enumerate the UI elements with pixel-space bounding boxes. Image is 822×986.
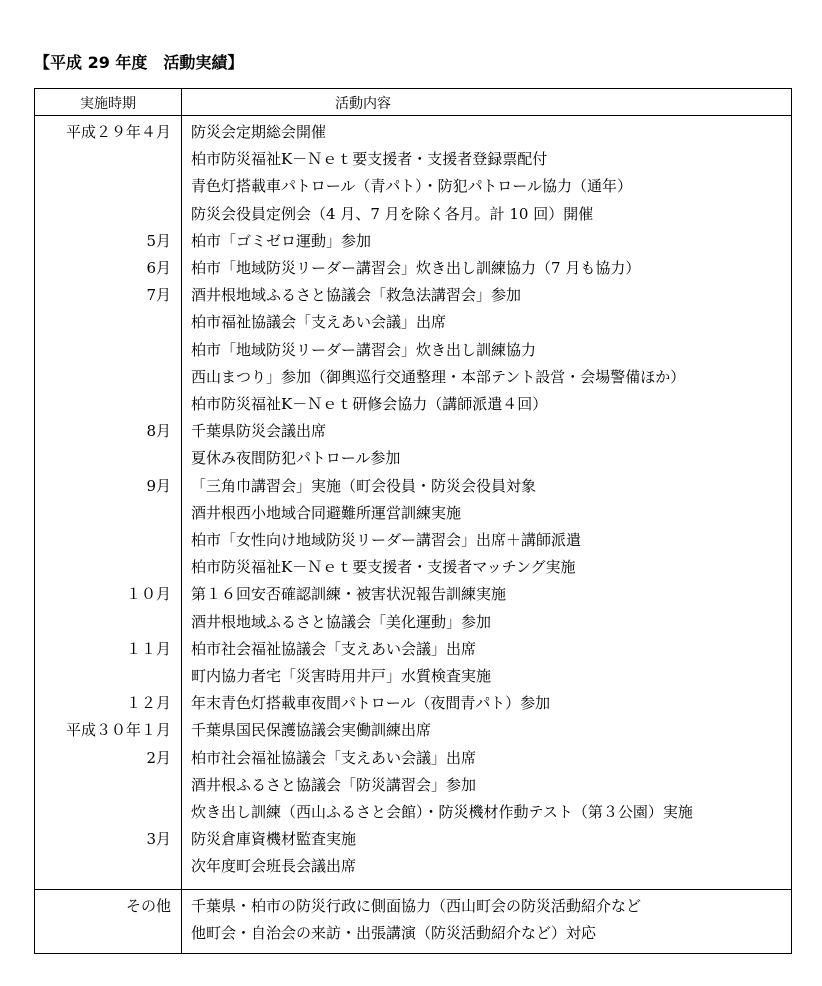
table-row xyxy=(35,443,791,470)
row-activity: 第１６回安否確認訓練・被害状況報告訓練実施 xyxy=(191,585,507,604)
header-divider xyxy=(35,115,791,116)
table-row xyxy=(35,851,791,878)
row-activity: 柏市社会福祉協議会「支えあい会議」出席 xyxy=(191,748,477,767)
table-row xyxy=(35,307,791,334)
table-row xyxy=(35,688,791,715)
table-row xyxy=(35,770,791,797)
row-activity: 柏市「ゴミゼロ運動」参加 xyxy=(191,231,372,250)
row-period: １２月 xyxy=(125,694,171,713)
table-row xyxy=(35,362,791,389)
table-row xyxy=(35,824,791,851)
table-row xyxy=(35,199,791,226)
table-row-other xyxy=(35,918,791,945)
row-activity: 防災会定期総会開催 xyxy=(191,123,327,141)
table-row xyxy=(35,579,791,606)
row-activity: 酒井根ふるさと協議会「防災講習会」参加 xyxy=(191,775,477,794)
row-activity: 次年度町会班長会議出席 xyxy=(191,857,357,876)
table-row xyxy=(35,661,791,688)
table-row xyxy=(35,525,791,552)
row-activity: 酒井根地域ふるさと協議会「美化運動」参加 xyxy=(191,612,492,631)
row-period: 平成３０年１月 xyxy=(65,721,171,740)
row-period: 7月 xyxy=(146,286,171,305)
table-row xyxy=(35,144,791,171)
row-activity: 青色灯搭載車パトロール（青パト）・防犯パトロール協力（通年） xyxy=(191,177,633,196)
table-row xyxy=(35,552,791,579)
row-period: その他 xyxy=(125,897,171,915)
row-activity: 炊き出し訓練（西山ふるさと会館）・防災機材作動テスト（第３公園）実施 xyxy=(191,803,693,821)
row-period: 8月 xyxy=(146,422,171,441)
row-activity: 防災倉庫資機材監査実施 xyxy=(191,830,357,849)
row-period: 3月 xyxy=(146,830,171,849)
table-row-other xyxy=(35,891,791,918)
row-period: １１月 xyxy=(125,639,171,658)
table-row xyxy=(35,498,791,525)
row-activity: 「三角巾講習会」実施（町会役員・防災会役員対象 xyxy=(191,476,537,495)
row-period: 5月 xyxy=(146,231,171,250)
table-row xyxy=(35,280,791,307)
row-activity: 柏市「女性向け地域防災リーダー講習会」出席＋講師派遣 xyxy=(191,531,582,549)
row-activity: 柏市防災福祉K－Ｎｅｔ要支援者・支援者マッチング実施 xyxy=(191,558,576,577)
table-row xyxy=(35,634,791,661)
table-row xyxy=(35,171,791,198)
table-row xyxy=(35,607,791,634)
table-row xyxy=(35,117,791,144)
row-activity: 防災会役員定例会（4 月、7 月を除く各月。計 10 回）開催 xyxy=(191,204,594,223)
row-activity: 千葉県防災会議出席 xyxy=(191,422,327,441)
section-divider xyxy=(35,889,791,890)
row-period: 9月 xyxy=(146,476,171,495)
table-row xyxy=(35,389,791,416)
row-activity: 夏休み夜間防犯パトロール参加 xyxy=(191,449,401,468)
row-activity: 千葉県・柏市の防災行政に側面協力（西山町会の防災活動紹介など xyxy=(191,897,642,915)
row-period: 2月 xyxy=(146,748,171,767)
row-activity: 柏市福祉協議会「支えあい会議」出席 xyxy=(191,313,447,332)
row-activity: 年末青色灯搭載車夜間パトロール（夜間青パト）参加 xyxy=(191,694,551,713)
row-activity: 柏市社会福祉協議会「支えあい会議」出席 xyxy=(191,639,477,658)
row-activity: 柏市防災福祉K－Ｎｅｔ要支援者・支援者登録票配付 xyxy=(191,150,548,169)
row-activity: 西山まつり」参加（御輿巡行交通整理・本部テント設営・会場警備ほか） xyxy=(191,367,686,386)
row-activity: 柏市「地域防災リーダー講習会」炊き出し訓練協力（7 月も協力） xyxy=(191,259,641,277)
table-row xyxy=(35,743,791,770)
row-period: １０月 xyxy=(125,585,171,604)
row-activity: 柏市「地域防災リーダー講習会」炊き出し訓練協力 xyxy=(191,340,537,359)
header-content: 活動内容 xyxy=(335,96,391,112)
table-row xyxy=(35,335,791,362)
row-activity: 町内協力者宅「災害時用井戸」水質検査実施 xyxy=(191,667,492,685)
table-row xyxy=(35,253,791,280)
table-row xyxy=(35,471,791,498)
table-row xyxy=(35,416,791,443)
page-title: 【平成 29 年度 活動実績】 xyxy=(34,53,244,72)
row-activity: 酒井根地域ふるさと協議会「救急法講習会」参加 xyxy=(191,286,522,305)
table-row xyxy=(35,715,791,742)
row-activity: 千葉県国民保護協議会実働訓練出席 xyxy=(191,721,432,740)
row-period: 6月 xyxy=(146,259,171,277)
row-activity: 柏市防災福祉K－Ｎｅｔ研修会協力（講師派遣４回） xyxy=(191,395,548,413)
table-row xyxy=(35,797,791,824)
row-activity: 他町会・自治会の来訪・出張講演（防災活動紹介など）対応 xyxy=(191,924,597,943)
header-period: 実施時期 xyxy=(80,96,136,112)
activity-table xyxy=(34,88,792,954)
row-activity: 酒井根西小地域合同避難所運営訓練実施 xyxy=(191,503,462,522)
row-period: 平成２９年４月 xyxy=(65,123,171,141)
table-row xyxy=(35,226,791,253)
